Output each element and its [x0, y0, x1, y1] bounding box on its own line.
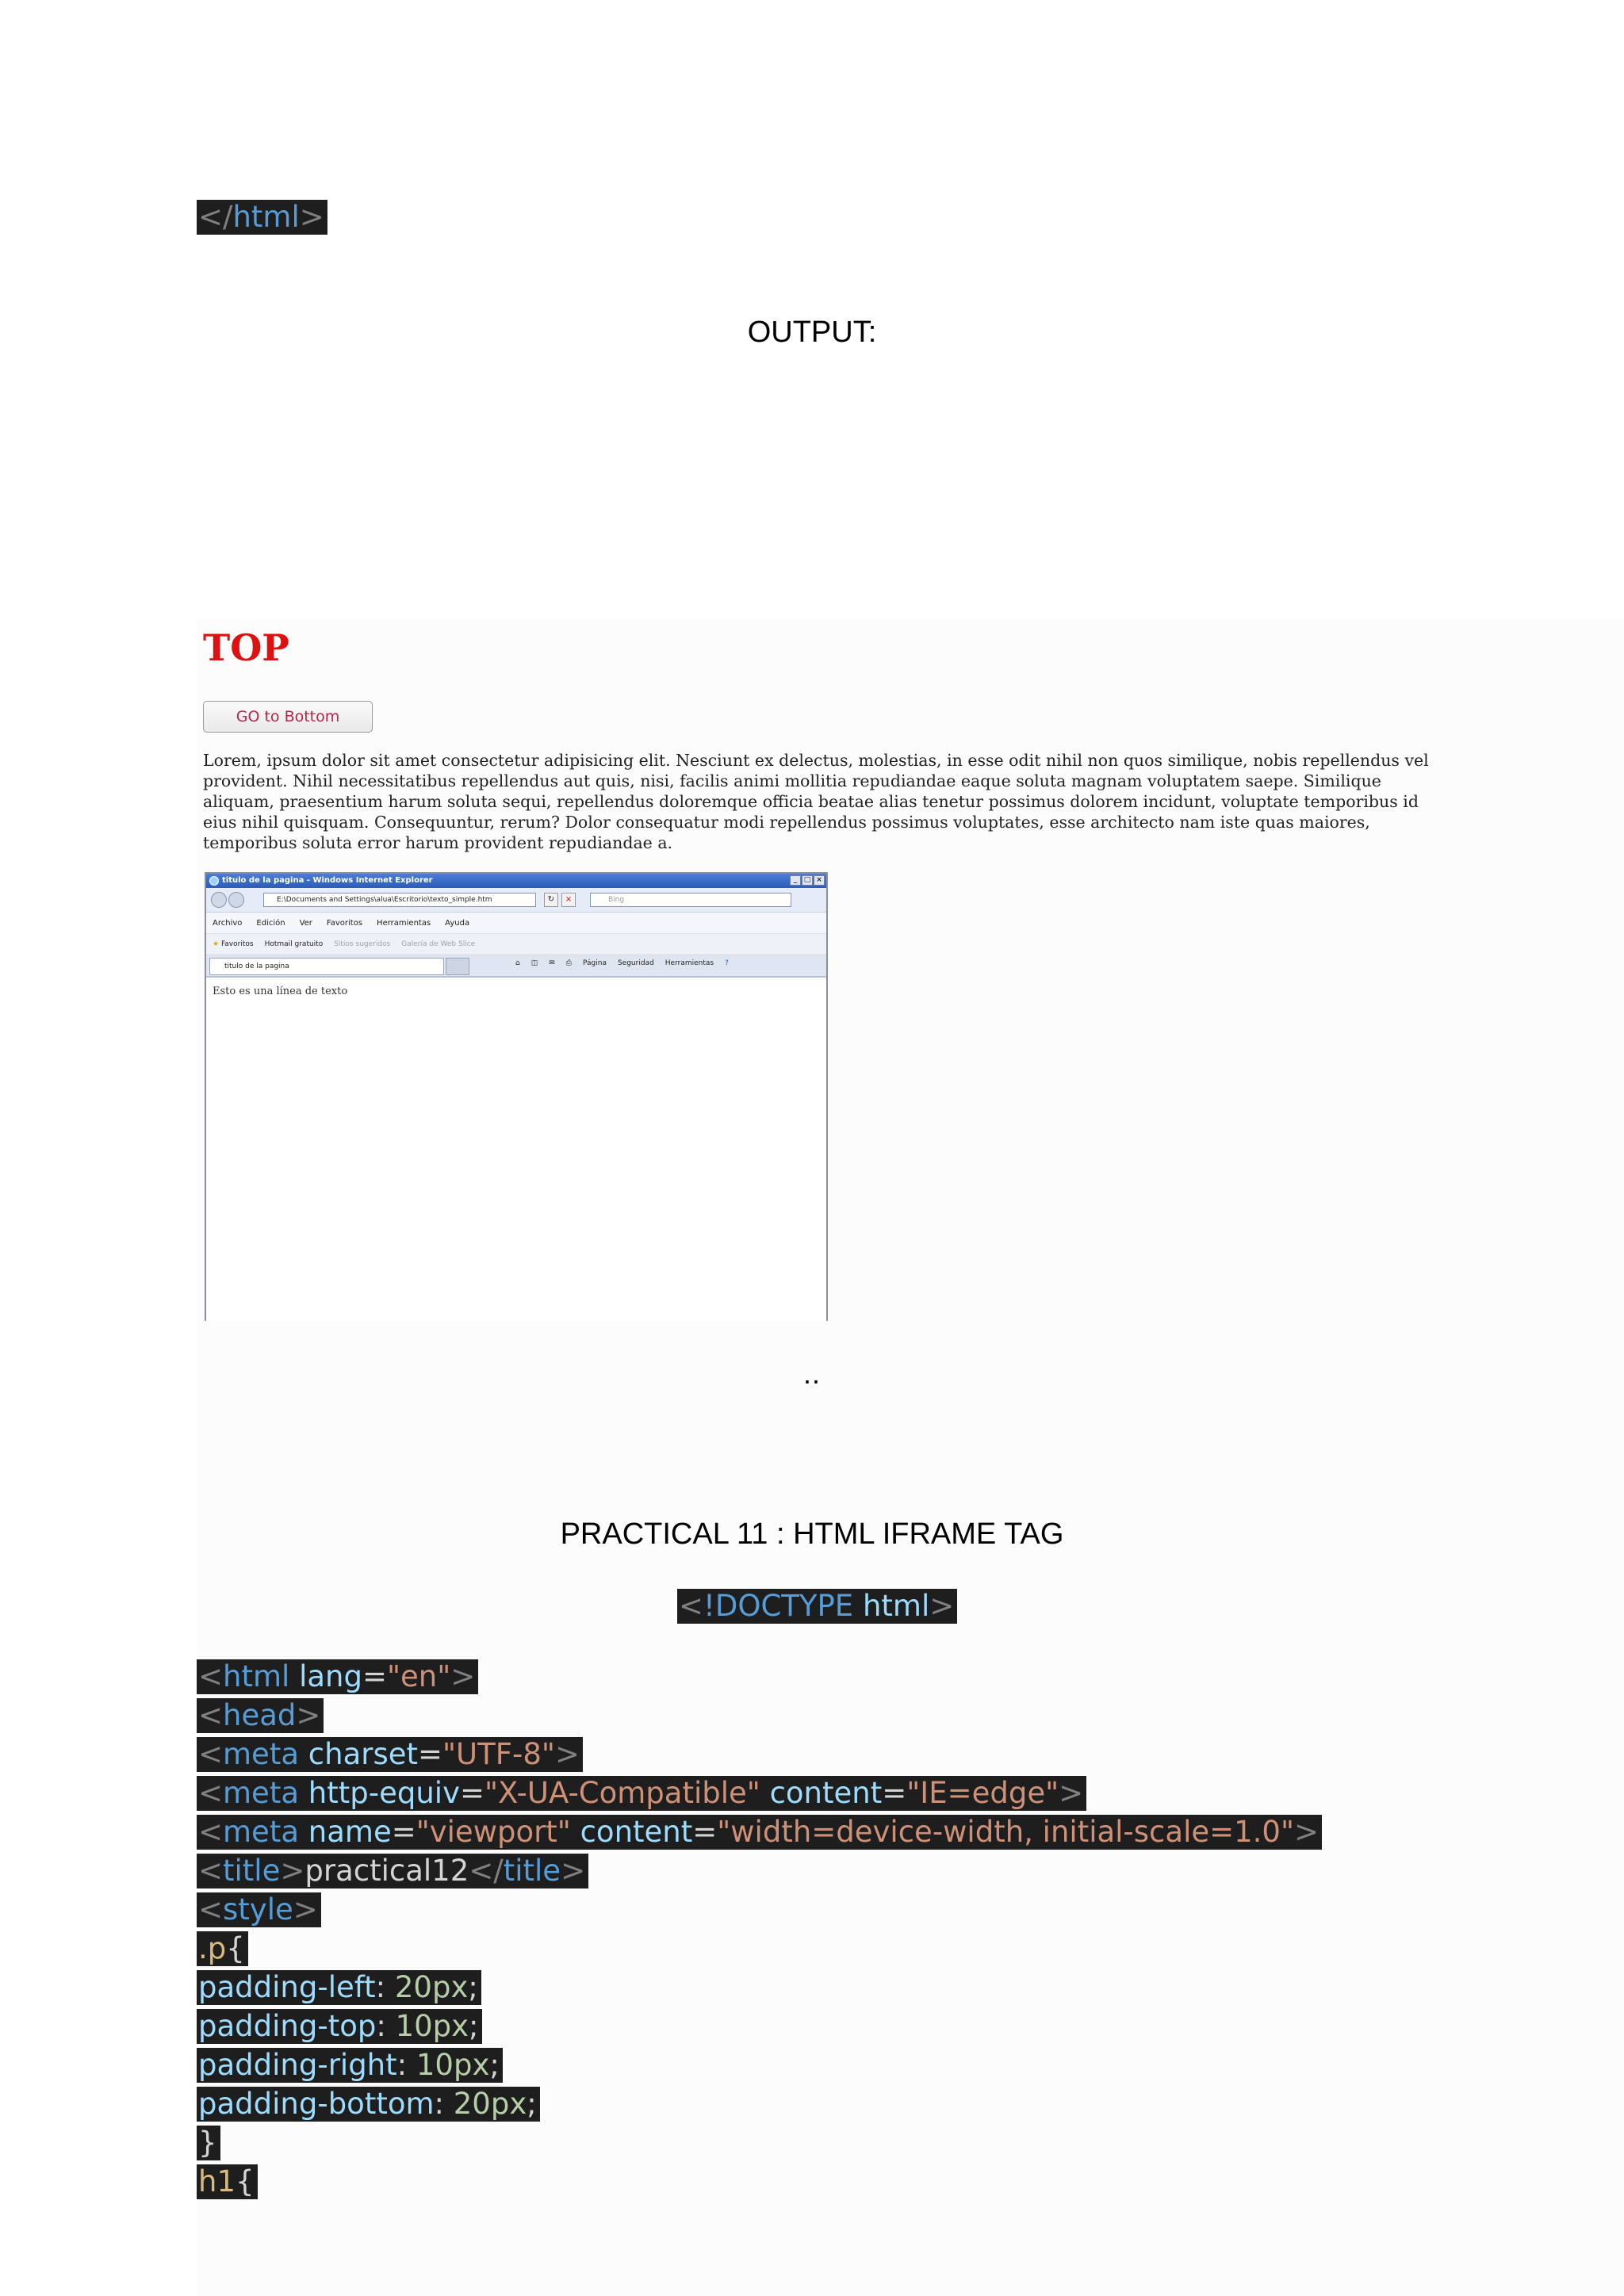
menu-item: Ayuda — [445, 918, 470, 928]
code-bracket: </ — [198, 200, 233, 234]
menu-item: Ver — [299, 918, 312, 928]
close-icon: × — [814, 875, 825, 886]
new-tab-button — [446, 958, 469, 975]
feeds-icon: ◫ — [530, 959, 538, 967]
browser-content: Esto es una línea de texto — [213, 985, 348, 997]
menu-item: Herramientas — [377, 918, 431, 928]
code-line-padding-left: padding-left: 20px; — [197, 1970, 481, 2005]
browser-title-bar — [206, 874, 826, 888]
browser-tab: titulo de la pagina — [209, 958, 444, 975]
code-bracket: > — [299, 200, 324, 234]
code-line-padding-right: padding-right: 10px; — [197, 2048, 503, 2083]
code-line-padding-bottom: padding-bottom: 20px; — [197, 2087, 540, 2122]
home-icon: ⌂ — [515, 959, 520, 967]
menu-item: Archivo — [213, 918, 243, 928]
help-icon: ? — [725, 959, 729, 967]
code-line-html-close — [197, 200, 327, 235]
output-heading: OUTPUT: — [747, 316, 877, 349]
code-line-meta-viewport: <meta name="viewport" content="width=device-width, initial-scale=1.0"> — [197, 1815, 1322, 1850]
code-tag: html — [232, 200, 300, 234]
minimize-icon: _ — [790, 875, 801, 886]
stop-icon: × — [561, 893, 576, 907]
code-line-close-brace: } — [197, 2126, 220, 2160]
menu-item: Edición — [256, 918, 285, 928]
favorites-star-icon: ★ Favoritos — [213, 940, 254, 948]
favorites-bar — [206, 934, 826, 955]
separator-dots: .. — [802, 1357, 821, 1390]
command-item: Herramientas — [665, 959, 714, 967]
maximize-icon: □ — [802, 875, 813, 886]
command-bar — [515, 959, 729, 967]
back-icon — [211, 892, 227, 908]
code-line-html-open: <html lang="en"> — [197, 1659, 478, 1694]
address-buttons — [544, 893, 576, 907]
output-panel — [197, 618, 1624, 2296]
practical-title: PRACTICAL 11 : HTML IFRAME TAG — [560, 1517, 1064, 1551]
code-line-head-open: <head> — [197, 1698, 324, 1733]
mail-icon: ✉ — [549, 959, 555, 967]
output-paragraph: Lorem, ipsum dolor sit amet consectetur adipisicing elit. Nesciunt ex delectus, molestias, in esse odit nihil non quos similique, nobis repellendus vel provident. Nihil necessitatibus repellendus aut quis, nisi, facilis animi mollitia repudiandae eaque soluta magnam voluptatem saepe. Similique aliquam, praesentium harum soluta sequi, repellendus doloremque officia beatae alias tenetur possimus dolorem incidunt, voluptate temporibus id eius nihil quisquam. Consequuntur, rerum? Dolor consequatur modi repellendus possimus voluptates, esse architecto nam iste quas maiores, temporibus soluta error harum provident repudiandae a. — [203, 751, 1429, 852]
browser-window-title: titulo de la pagina - Windows Internet Explorer — [222, 876, 433, 885]
favorite-link: Hotmail gratuito — [264, 940, 324, 948]
code-line-h1-rule: h1{ — [197, 2164, 258, 2199]
code-line-style-open: <style> — [197, 1892, 321, 1927]
code-line-meta-compat: <meta http-equiv="X-UA-Compatible" content="IE=edge"> — [197, 1776, 1086, 1811]
code-line-p-rule: .p{ — [197, 1931, 248, 1966]
browser-screenshot — [205, 872, 828, 1321]
code-line-title: <title>practical12</title> — [197, 1854, 588, 1888]
favorite-link: Galería de Web Slice — [401, 940, 476, 948]
command-item: Página — [582, 959, 607, 967]
ie-logo-icon — [209, 876, 219, 886]
code-line-meta-charset: <meta charset="UTF-8"> — [197, 1737, 583, 1772]
code-line-doctype: <!DOCTYPE html> — [677, 1589, 957, 1624]
browser-address-bar — [206, 888, 826, 913]
print-icon: ⎙ — [565, 959, 572, 967]
forward-icon — [228, 892, 244, 908]
browser-menu-bar — [206, 913, 826, 934]
search-field: Bing — [590, 893, 791, 907]
refresh-icon: ↻ — [544, 893, 558, 907]
output-title: TOP — [203, 626, 289, 669]
menu-item: Favoritos — [326, 918, 363, 928]
browser-tab-strip — [206, 955, 826, 978]
code-line-padding-top: padding-top: 10px; — [197, 2009, 482, 2044]
go-to-bottom-button[interactable]: GO to Bottom — [203, 701, 373, 733]
address-field: E:\Documents and Settings\alua\Escritorio\texto_simple.htm — [263, 893, 536, 907]
favorite-link: Sitios sugeridos — [334, 940, 391, 948]
nav-buttons — [211, 892, 244, 908]
command-item: Seguridad — [617, 959, 654, 967]
window-controls — [790, 875, 825, 886]
